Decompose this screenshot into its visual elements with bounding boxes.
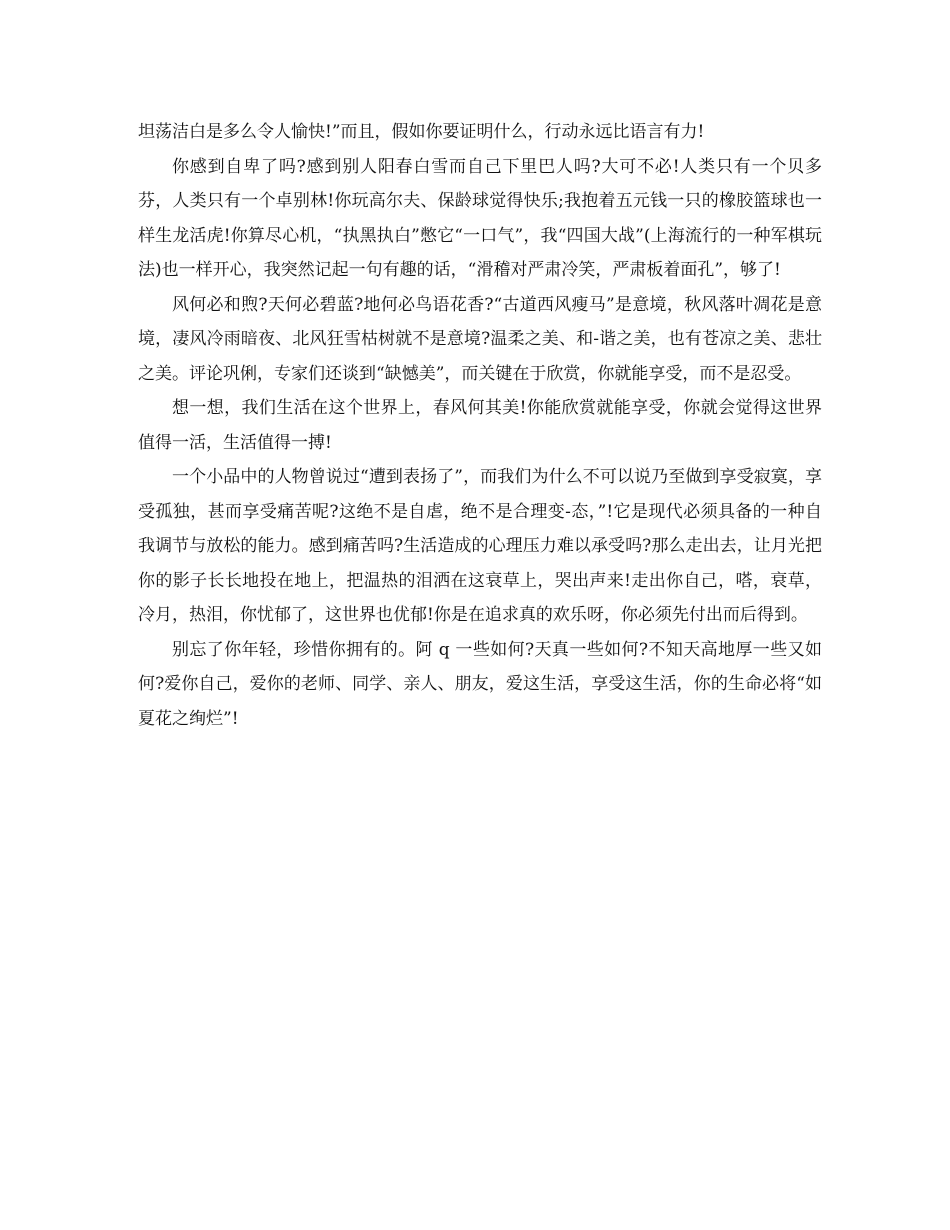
paragraph: 风何必和煦?天何必碧蓝?地何必鸟语花香?“古道西风瘦马”是意境，秋风落叶凋花是意境，凄风冷雨暗夜、北风狂雪枯树就不是意境?温柔之美、和-谐之美，也有苍凉之美、悲壮之美。评论巩俐，专家们还谈到“缺憾美”，而关键在于欣赏，你就能享受，而不是忍受。 <box>138 294 822 384</box>
paragraph: 一个小品中的人物曾说过“遭到表扬了”，而我们为什么不可以说乃至做到享受寂寞，享受孤独，甚而享受痛苦呢?这绝不是自虐，绝不是合理变-态，”!它是现代必须具备的一种自我调节与放松的能力。感到痛苦吗?生活造成的心理压力难以承受吗?那么走出去，让月光把你的影子长长地投在地上，把温热的泪洒在这衰草上，哭出声来!走出你自己，嗒，衰草，冷月，热泪，你忧郁了，这世界也优郁!你是在追求真的欢乐呀，你必须先付出而后得到。 <box>138 467 822 625</box>
paragraph-continuation: 坦荡洁白是多么令人愉快!”而且，假如你要证明什么，行动永远比语言有力! <box>138 122 705 142</box>
article-body <box>138 115 822 736</box>
paragraph: 想一想，我们生活在这个世界上，春风何其美!你能欣赏就能享受，你就会觉得这世界值得一活，生活值得一搏! <box>138 398 822 453</box>
paragraph: 别忘了你年轻，珍惜你拥有的。阿 q 一些如何?天真一些如何?不知天高地厚一些又如何?爱你自己，爱你的老师、同学、亲人、朋友，爱这生活，享受这生活，你的生命必将“如夏花之绚烂”! <box>138 639 822 729</box>
paragraph: 你感到自卑了吗?感到别人阳春白雪而自己下里巴人吗?大可不必!人类只有一个贝多芬，人类只有一个卓别林!你玩高尔夫、保龄球觉得快乐;我抱着五元钱一只的橡胶篮球也一样生龙活虎!你算尽心机，“执黑执白”憋它“一口气”，我“四国大战”(上海流行的一种军棋玩法)也一样开心，我突然记起一句有趣的话，“滑稽对严肃冷笑，严肃板着面孔”，够了! <box>138 156 822 280</box>
